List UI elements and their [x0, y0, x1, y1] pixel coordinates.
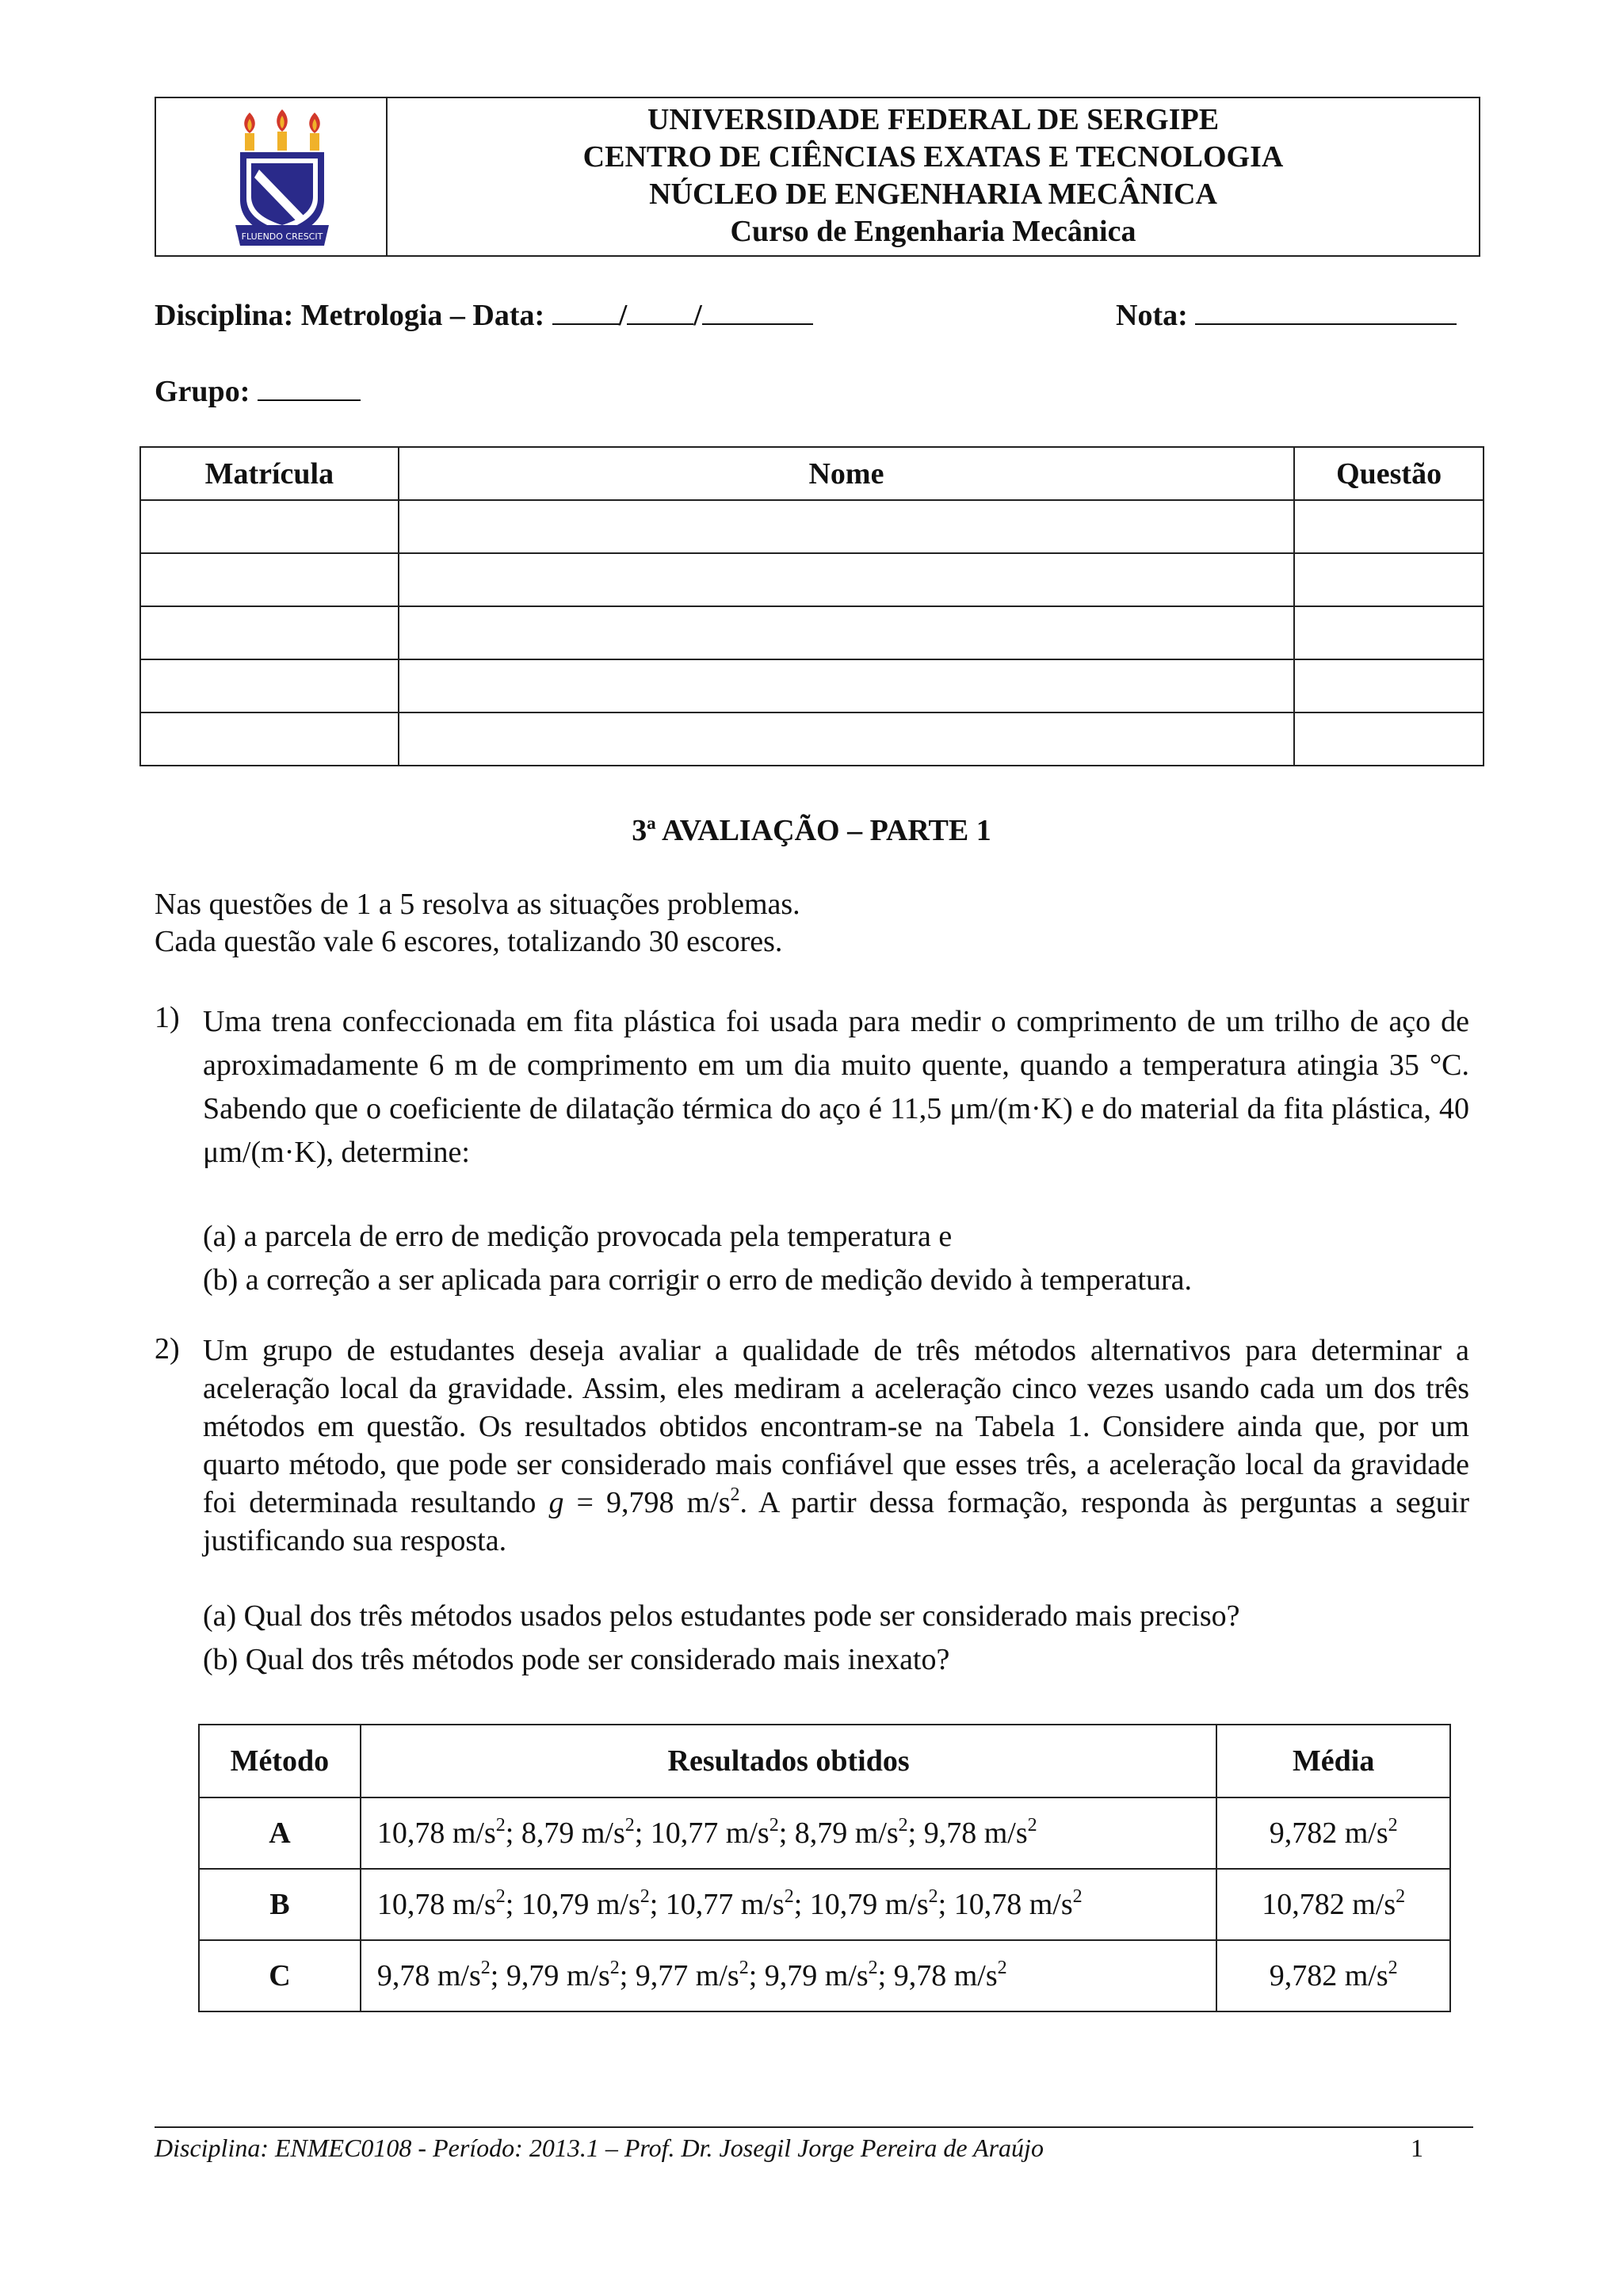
method-label: B: [199, 1869, 361, 1940]
method-results: 10,78 $m/s^2$; 10,79 $m/s^2$; 10,77 $m/s^2$; 10,79 $m/s^2$; 10,78 $m/s^2$: [361, 1869, 1216, 1940]
nome-cell[interactable]: [399, 712, 1294, 766]
column-header-metodo: Método: [199, 1725, 361, 1797]
table-row: [199, 1797, 1450, 1869]
result-value: 10,78: [953, 1888, 1022, 1921]
method-label: C: [199, 1940, 361, 2011]
footer-rule: [155, 2126, 1473, 2128]
result-value: 8,79: [521, 1817, 575, 1850]
header-text: [388, 101, 1479, 250]
result-value: 9,78: [893, 1959, 947, 1992]
result-value: 10,79: [521, 1888, 590, 1921]
nome-cell[interactable]: [399, 606, 1294, 659]
instruction-line: Nas questões de 1 a 5 resolva as situações problemas.: [155, 888, 800, 921]
group-line: [155, 372, 361, 409]
nome-cell[interactable]: [399, 659, 1294, 712]
group-label: Grupo:: [155, 375, 250, 408]
method-results: 10,78 $m/s^2$; 8,79 $m/s^2$; 10,77 $m/s^2$; 8,79 $m/s^2$; 9,78 $m/s^2$: [361, 1797, 1216, 1869]
nome-cell[interactable]: [399, 500, 1294, 553]
table-row: [199, 1869, 1450, 1940]
university-name: UNIVERSIDADE FEDERAL DE SERGIPE: [647, 103, 1220, 136]
date-year-field[interactable]: [702, 296, 813, 325]
date-day-field[interactable]: [552, 296, 619, 325]
question-1-number: 1): [155, 1001, 180, 1034]
questao-cell[interactable]: [1294, 553, 1484, 606]
question-1-item-b: (b) a correção a ser aplicada para corrigir o erro de medição devido à temperatura.: [203, 1263, 1193, 1297]
question-2-item-a: (a) Qual dos três métodos usados pelos estudantes pode ser considerado mais preciso?: [203, 1599, 1240, 1633]
group-field[interactable]: [258, 372, 361, 401]
nome-cell[interactable]: [399, 553, 1294, 606]
grade-label: Nota:: [1116, 299, 1188, 332]
table-row: [140, 606, 1484, 659]
instructions: [155, 886, 800, 961]
grade-line: [1116, 296, 1457, 333]
column-header-nome: Nome: [399, 447, 1294, 500]
nucleus-name: NÚCLEO DE ENGENHARIA MECÂNICA: [649, 178, 1217, 211]
result-value: 10,78: [376, 1817, 445, 1850]
discipline-label: Disciplina: Metrologia – Data:: [155, 299, 545, 332]
student-table-header: [140, 447, 1484, 500]
university-logo: [235, 106, 329, 249]
matricula-cell[interactable]: [140, 553, 399, 606]
result-value: 9,79: [506, 1959, 559, 1992]
methods-table-header: [199, 1725, 1450, 1797]
exam-title: 3ª AVALIAÇÃO – PARTE 1: [632, 814, 991, 847]
question-1-text: Uma trena confeccionada em fita plástica foi usada para medir o comprimento de um trilho de aço de aproximadamente 6 m de comprimento em um dia muito quente, quando a temperatura atingia 35 °C. Sabendo que o coeficiente de dilatação térmica do aço é 11,5 μm/(m·K) e do material da fita plástica, 40 μm/(m·K), determine:: [203, 1005, 1469, 1169]
question-2-item-b: (b) Qual dos três métodos pode ser considerado mais inexato?: [203, 1643, 950, 1676]
question-2-number: 2): [155, 1332, 180, 1366]
date-month-field[interactable]: [627, 296, 693, 325]
discipline-date-line: Disciplina: Metrologia – Data: / /: [155, 296, 813, 333]
questao-cell[interactable]: [1294, 606, 1484, 659]
method-mean: 10,782 $m/s^2$: [1216, 1869, 1450, 1940]
result-value: 10,77: [650, 1817, 719, 1850]
instruction-line: Cada questão vale 6 escores, totalizando 30 escores.: [155, 925, 783, 958]
g-symbol: g: [548, 1486, 564, 1519]
matricula-cell[interactable]: [140, 659, 399, 712]
matricula-cell[interactable]: [140, 500, 399, 553]
table-row: [140, 712, 1484, 766]
course-name: Curso de Engenharia Mecânica: [730, 215, 1136, 248]
table-row: [140, 500, 1484, 553]
result-value: 10,78: [376, 1888, 445, 1921]
student-table: [139, 446, 1484, 766]
matricula-cell[interactable]: [140, 606, 399, 659]
matricula-cell[interactable]: [140, 712, 399, 766]
grade-field[interactable]: [1195, 296, 1457, 325]
method-mean: 9,782 $m/s^2$: [1216, 1797, 1450, 1869]
table-row: [199, 1940, 1450, 2011]
result-value: 9,79: [764, 1959, 818, 1992]
result-value: 9,77: [635, 1959, 689, 1992]
question-2-text: Um grupo de estudantes deseja avaliar a qualidade de três métodos alternativos para determinar a aceleração local da gravidade. Assim, eles mediram a aceleração cinco vezes usando cada um dos três métodos em questão. Os resultados obtidos encontram-se na Tabela 1. Considere ainda que, por um quarto método, que pode ser considerado mais confiável que esses três, a aceleração local da gravidade foi determinada resultando g = 9,798 $m/s^2$. A partir dessa formação, responda às perguntas a seguir justificando sua resposta.: [203, 1334, 1469, 1557]
column-header-media: Média: [1216, 1725, 1450, 1797]
column-header-resultados: Resultados obtidos: [361, 1725, 1216, 1797]
column-header-matricula: Matrícula: [140, 447, 399, 500]
result-value: 10,79: [809, 1888, 878, 1921]
page-number: 1: [1411, 2134, 1423, 2162]
questao-cell[interactable]: [1294, 500, 1484, 553]
result-value: 9,78: [376, 1959, 430, 1992]
result-value: 9,78: [923, 1817, 977, 1850]
footer-text: Disciplina: ENMEC0108 - Período: 2013.1 – Prof. Dr. Josegil Jorge Pereira de Araújo: [155, 2134, 1044, 2162]
method-label: A: [199, 1797, 361, 1869]
method-results: 9,78 $m/s^2$; 9,79 $m/s^2$; 9,77 $m/s^2$; 9,79 $m/s^2$; 9,78 $m/s^2$: [361, 1940, 1216, 2011]
center-name: CENTRO DE CIÊNCIAS EXATAS E TECNOLOGIA: [582, 140, 1284, 174]
column-header-questao: Questão: [1294, 447, 1484, 500]
table-row: [140, 659, 1484, 712]
method-mean: 9,782 $m/s^2$: [1216, 1940, 1450, 2011]
result-value: 8,79: [794, 1817, 848, 1850]
logo-cell: [156, 98, 388, 255]
methods-table: [198, 1724, 1451, 2012]
question-1-item-a: (a) a parcela de erro de medição provocada pela temperatura e: [203, 1220, 953, 1253]
result-value: 10,77: [665, 1888, 734, 1921]
institution-header: [155, 97, 1480, 257]
questao-cell[interactable]: [1294, 659, 1484, 712]
svg-text:FLUENDO CRESCIT: FLUENDO CRESCIT: [241, 231, 323, 242]
table-row: [140, 553, 1484, 606]
questao-cell[interactable]: [1294, 712, 1484, 766]
